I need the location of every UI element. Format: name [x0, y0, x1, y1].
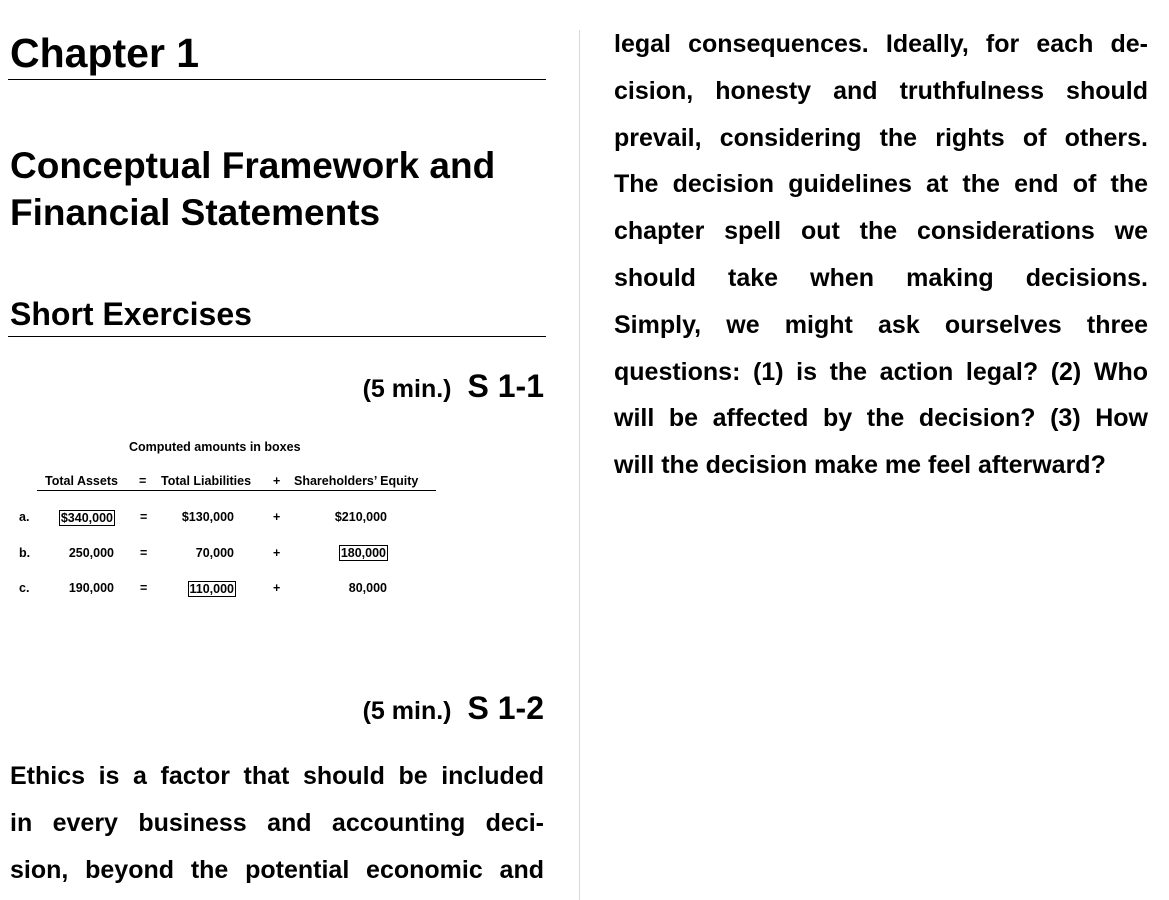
chapter-subtitle: [10, 142, 495, 236]
row-label: b.: [19, 546, 31, 560]
paragraph-line: in every business and accounting deci-: [10, 808, 544, 837]
row-equals: =: [140, 546, 148, 560]
paragraph-line: will be affected by the decision? (3) How: [614, 404, 1148, 433]
boxed-total-liabilities: 110,000: [189, 582, 234, 596]
row-plus: +: [273, 581, 281, 595]
row-label: c.: [19, 581, 30, 595]
row-shareholders-equity: 80,000: [348, 581, 387, 595]
header-equals: =: [139, 474, 147, 488]
paragraph-line: legal consequences. Ideally, for each de-: [614, 30, 1148, 58]
chapter-title: Chapter 1: [10, 30, 200, 76]
section-title: Short Exercises: [10, 296, 252, 332]
row-total-liabilities: 70,000: [195, 546, 234, 560]
row-shareholders-equity: $210,000: [334, 510, 387, 524]
exercise-number: S 1-1: [467, 368, 544, 404]
exercise-number: S 1-2: [467, 690, 544, 726]
header-underline: [37, 490, 436, 491]
ethics-paragraph-left: [10, 753, 544, 893]
paragraph-line: cision, honesty and truthfulness should: [614, 76, 1148, 105]
row-total-assets: 190,000: [68, 581, 114, 595]
table-caption: Computed amounts in boxes: [129, 440, 301, 454]
header-shareholders-equity: Shareholders’ Equity: [294, 474, 419, 488]
exercise-time: (5 min.): [362, 697, 452, 725]
chapter-subtitle-line-2: Financial Statements: [10, 192, 381, 233]
paragraph-line: should take when making decisions.: [614, 263, 1148, 292]
row-plus: +: [273, 510, 281, 524]
boxed-shareholders-equity: 180,000: [340, 546, 386, 560]
row-equals: =: [140, 581, 148, 595]
section-rule: [8, 336, 546, 337]
row-label: a.: [19, 510, 30, 524]
paragraph-line: prevail, considering the rights of others.: [614, 123, 1148, 152]
exercise-heading-s1-2: [363, 690, 544, 727]
header-plus: +: [273, 474, 281, 488]
chapter-rule: [8, 79, 546, 80]
paragraph-line: Simply, we might ask ourselves three: [614, 310, 1148, 339]
chapter-subtitle-line-1: Conceptual Framework and: [10, 145, 496, 186]
row-total-assets: 250,000: [68, 546, 114, 560]
row-equals: =: [140, 510, 148, 524]
header-total-liabilities: Total Liabilities: [161, 474, 252, 488]
header-total-assets: Total Assets: [45, 474, 118, 488]
paragraph-line: will the decision make me feel afterward?: [614, 451, 1106, 480]
paragraph-line: chapter spell out the considerations we: [614, 217, 1148, 246]
boxed-total-assets: $340,000: [60, 511, 113, 525]
paragraph-line: Ethics is a factor that should be included: [10, 762, 544, 790]
exercise-heading-s1-1: [363, 368, 544, 405]
column-divider: [579, 30, 580, 900]
ethics-paragraph-right: [614, 21, 1148, 489]
paragraph-line: questions: (1) is the action legal? (2) Who: [614, 357, 1148, 386]
paragraph-line: sion, beyond the potential economic and: [10, 855, 544, 884]
paragraph-line: The decision guidelines at the end of the: [614, 170, 1148, 199]
row-plus: +: [273, 546, 281, 560]
row-total-liabilities: $130,000: [181, 510, 234, 524]
exercise-time: (5 min.): [362, 375, 452, 403]
